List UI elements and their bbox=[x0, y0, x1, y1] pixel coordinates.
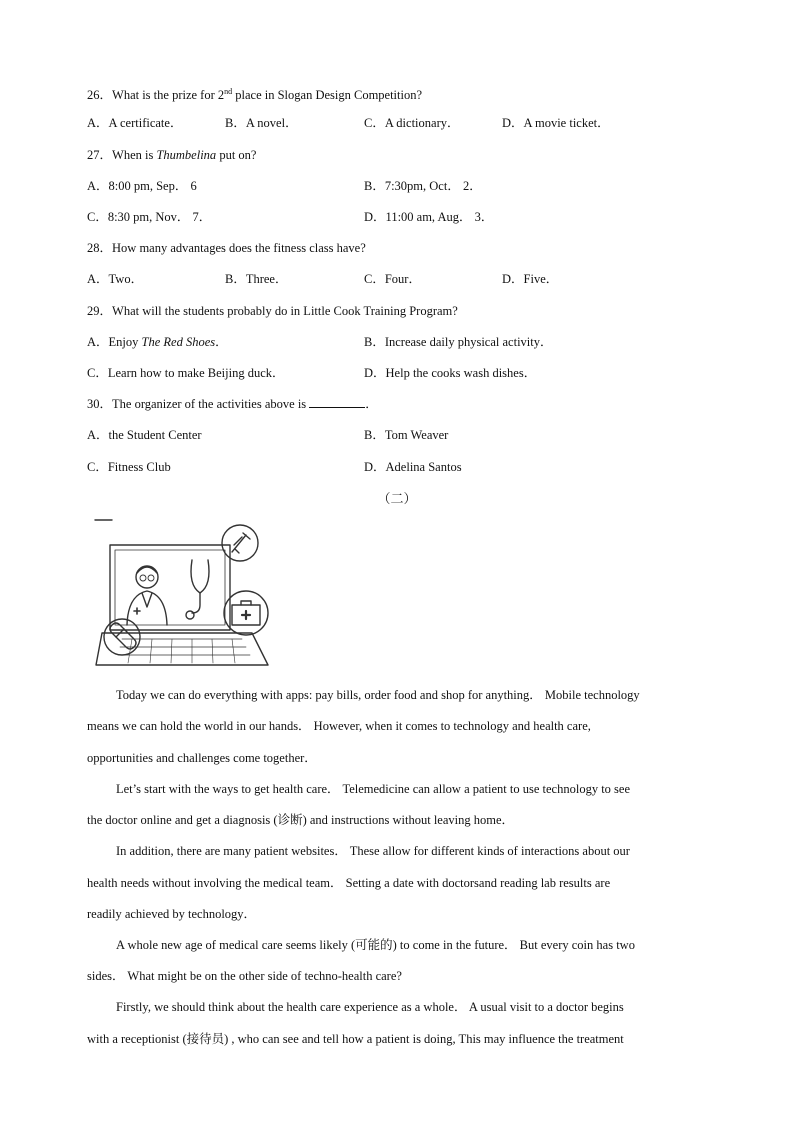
paragraph-2-line-2: the doctor online and get a diagnosis (诊断) and instructions without leaving home． bbox=[87, 813, 515, 827]
option-30d: D．Adelina Santos bbox=[364, 460, 462, 474]
syringe-icon bbox=[232, 533, 250, 553]
option-30b: B．Tom Weaver bbox=[364, 428, 449, 442]
paragraph-4-line-1: A whole new age of medical care seems likely (可能的) to come in the future． But every coin has two bbox=[116, 938, 635, 952]
stethoscope-icon bbox=[191, 560, 209, 593]
answer-blank bbox=[309, 396, 365, 408]
paragraph-5-line-1: Firstly, we should think about the health care experience as a whole． A usual visit to a doctor begins bbox=[116, 1000, 624, 1014]
pill-icon bbox=[110, 623, 136, 649]
option-28d: D．Five． bbox=[502, 272, 559, 286]
option-29d: D．Help the cooks wash dishes． bbox=[364, 366, 537, 380]
option-26c: C．A dictionary． bbox=[364, 116, 460, 130]
option-26d: D．A movie ticket． bbox=[502, 116, 610, 130]
paragraph-4-line-2: sides． What might be on the other side of techno-health care? bbox=[87, 969, 402, 983]
option-27c: C．8:30 pm, Nov． 7． bbox=[87, 210, 212, 224]
paragraph-3-line-1: In addition, there are many patient websites． These allow for different kinds of interactions about our bbox=[116, 844, 630, 858]
section-title: （二） bbox=[377, 491, 417, 506]
option-27b: B．7:30pm, Oct． 2． bbox=[364, 179, 482, 193]
doctor-head bbox=[136, 566, 158, 588]
option-29a: A．Enjoy The Red Shoes． bbox=[87, 335, 228, 349]
option-28b: B．Three． bbox=[225, 272, 288, 286]
option-29b: B．Increase daily physical activity． bbox=[364, 335, 553, 349]
paragraph-2-line-1: Let’s start with the ways to get health care． Telemedicine can allow a patient to use technology to see bbox=[116, 782, 631, 796]
option-30a: A．the Student Center bbox=[87, 428, 202, 442]
telemedicine-illustration bbox=[92, 515, 282, 675]
question-27: 27．When is Thumbelina put on? bbox=[87, 148, 257, 162]
option-27a: A．8:00 pm, Sep． 6 bbox=[87, 179, 197, 193]
option-30c: C．Fitness Club bbox=[87, 460, 171, 474]
option-28a: A．Two． bbox=[87, 272, 144, 286]
paragraph-1-line-3: opportunities and challenges come together． bbox=[87, 751, 317, 765]
laptop-base bbox=[96, 633, 268, 665]
option-27d: D．11:00 am, Aug． 3． bbox=[364, 210, 494, 224]
doctor-body bbox=[127, 591, 167, 625]
question-29: 29．What will the students probably do in Little Cook Training Program? bbox=[87, 304, 458, 318]
pills-bubble bbox=[104, 619, 140, 655]
paragraph-1-line-1: Today we can do everything with apps: pay bills, order food and shop for anything． Mobile technology bbox=[116, 688, 640, 702]
option-26a: A．A certificate． bbox=[87, 116, 183, 130]
paragraph-5-line-2: with a receptionist (接待员) , who can see and tell how a patient is doing, This may influence the treatment bbox=[87, 1032, 624, 1046]
option-26b: B．A novel． bbox=[225, 116, 298, 130]
option-29c: C．Learn how to make Beijing duck． bbox=[87, 366, 285, 380]
paragraph-3-line-2: health needs without involving the medical team． Setting a date with doctorsand reading lab results are bbox=[87, 876, 611, 890]
option-28c: C．Four． bbox=[364, 272, 421, 286]
question-30: 30．The organizer of the activities above is ． bbox=[87, 397, 378, 411]
paragraph-1-line-2: means we can hold the world in our hands． However, when it comes to technology and health care, bbox=[87, 719, 591, 733]
question-28: 28．How many advantages does the fitness class have? bbox=[87, 241, 366, 255]
question-26: 26．What is the prize for 2nd place in Slogan Design Competition? bbox=[87, 87, 423, 103]
paragraph-3-line-3: readily achieved by technology． bbox=[87, 907, 257, 921]
